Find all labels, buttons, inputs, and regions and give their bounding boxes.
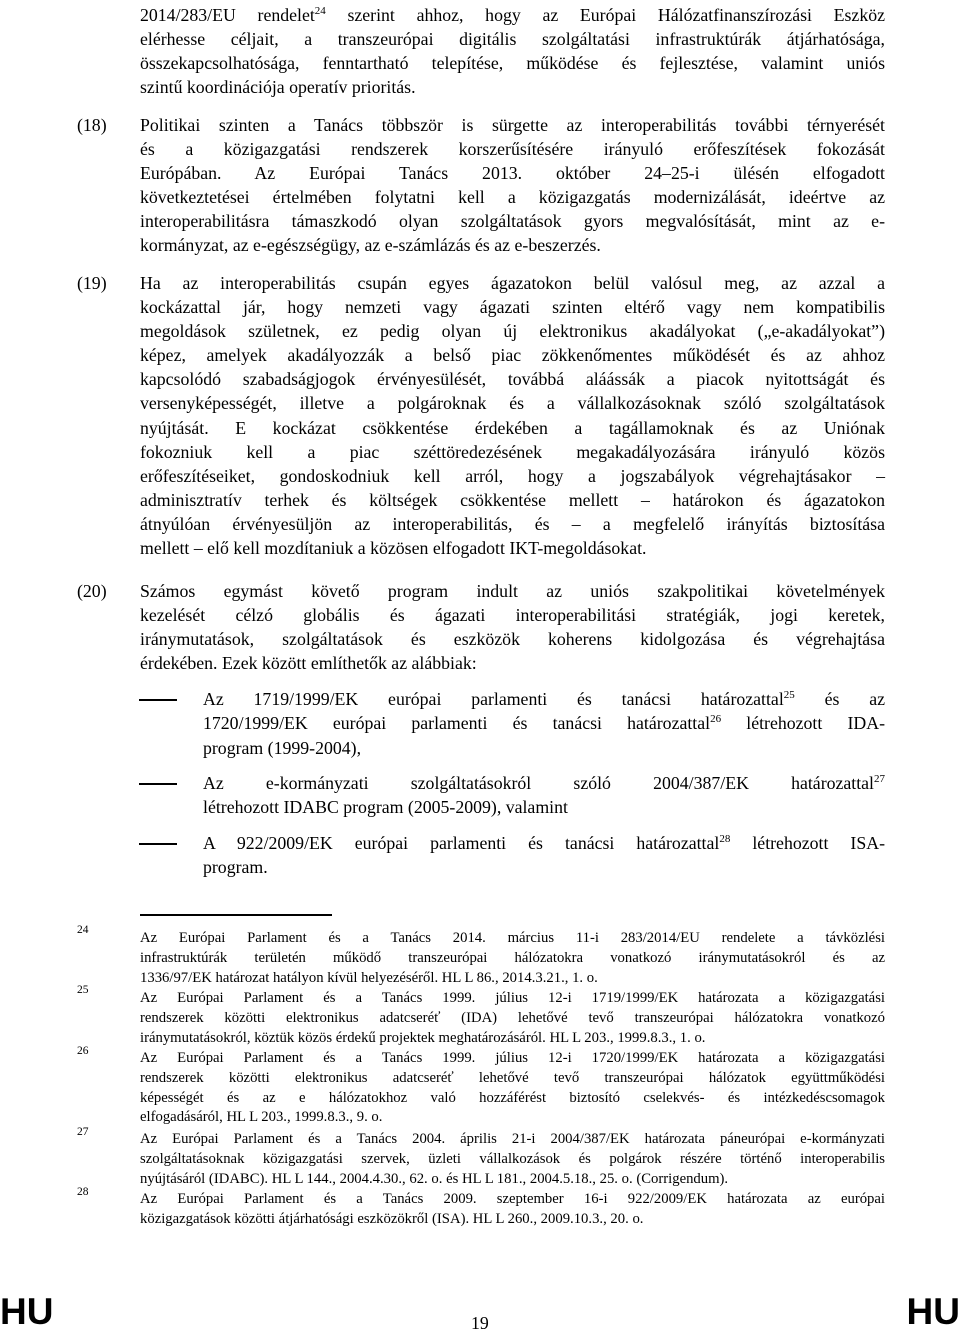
paragraph-line: Ha az interoperabilitás csupán egyes ágazatokon belül valósul meg, az azzal a bbox=[140, 273, 885, 293]
language-code-right: HU bbox=[906, 1291, 960, 1332]
paragraph-line: képez, amelyek akadályozzák a belső piac zökkenőmentes működését és az ahhoz bbox=[140, 345, 885, 366]
dash-bullet bbox=[139, 699, 177, 701]
paragraph-line: mellett – elő kell mozdítaniuk a közösen elfogadott IKT-megoldásokat. bbox=[140, 538, 647, 559]
paragraph-line: átnyúlóan érvényesüljön az interoperabilitás, és – a megfelelő irányítás biztosítása bbox=[140, 513, 885, 534]
footnote-line: infrastruktúrák területén működő transzeurópai hálózatokra vonatkozó iránymutatásokról és az bbox=[140, 949, 885, 966]
bullet-line: Az e-kormányzati szolgáltatásokról szóló 2004/387/EK határozattal$^{27}$ bbox=[203, 773, 885, 793]
footnote-number-25: 25 bbox=[77, 984, 89, 996]
language-code-left: HU bbox=[0, 1291, 54, 1332]
intro-line-1: 2014/283/EU rendelet$^{24}$ szerint ahhoz, hogy az Európai Hálózatfinanszírozási Eszköz bbox=[140, 5, 885, 25]
paragraph-number-20: (20) bbox=[77, 581, 107, 601]
footnote-ref-24[interactable]: 24 bbox=[314, 5, 326, 18]
footnote-line: nyújtásáról (IDABC). HL L 144., 2004.4.30., 62. o. és HL L 181., 2004.5.18., 25. o. (Corrigendum). bbox=[140, 1170, 729, 1187]
footnote-28 bbox=[140, 1190, 885, 1230]
paragraph-line: megoldások születnek, ez pedig olyan új elektronikus akadályokat („e-akadályokat”) bbox=[140, 321, 885, 342]
bullet-item-3 bbox=[203, 831, 885, 880]
footnote-25 bbox=[140, 989, 885, 1048]
paragraph-line: versenyképességét, illetve a polgároknak és a vállalkozásoknak szóló szolgáltatások bbox=[140, 393, 885, 414]
paragraph-number-18: (18) bbox=[77, 115, 107, 135]
intro-line-2: elérhesse céljait, a transzeurópai digitális szolgáltatási infrastruktúrák átjárhatósága, bbox=[140, 29, 885, 50]
paragraph-line: kormányzat, az e-egészségügy, az e-számlázás és az e-beszerzés. bbox=[140, 235, 601, 256]
paragraph-line: fokozniuk kell a piac széttöredezésének megakadályozására irányuló közös bbox=[140, 441, 885, 462]
paragraph-line: érdekében. Ezek között említhetők az alábbiak: bbox=[140, 653, 477, 674]
bullet-item-2 bbox=[203, 771, 885, 820]
paragraph-line: kockázattal jár, hogy nemzeti vagy ágazati szinten eltérő vagy nem kompatibilis bbox=[140, 297, 885, 318]
footnote-ref-28[interactable]: 28 bbox=[719, 833, 731, 846]
footnote-24 bbox=[140, 929, 885, 988]
page-number: 19 bbox=[471, 1313, 489, 1333]
footnote-line: Az Európai Parlament és a Tanács 2014. március 11-i 283/2014/EU rendelete a távközlési bbox=[140, 930, 885, 946]
paragraph-line: iránymutatások, szolgáltatások és eszközök koherens kidolgozása és végrehajtása bbox=[140, 629, 885, 650]
bullet-line: létrehozott IDABC program (2005-2009), valamint bbox=[203, 797, 568, 818]
footnote-line: iránymutatásokról, köztük közös érdekű projektek meghatározásáról. HL L 203., 1999.8.3., 1. o. bbox=[140, 1029, 706, 1046]
paragraph-line: interoperabilitásra támaszkodó olyan szolgáltatások gyors megvalósítását, mint az e- bbox=[140, 211, 885, 232]
paragraph-line: kezelését célzó globális és ágazati interoperabilitási stratégiák, jogi keretek, bbox=[140, 605, 885, 626]
footnote-line: Az Európai Parlament és a Tanács 1999. július 12-i 1720/1999/EK határozata a közigazgatási bbox=[140, 1050, 885, 1066]
dash-bullet bbox=[139, 783, 177, 785]
footnote-line: Az Európai Parlament és a Tanács 2004. április 21-i 2004/387/EK határozata páneurópai e-kormányzati bbox=[140, 1131, 885, 1147]
bullet-line: 1720/1999/EK európai parlamenti és tanácsi határozattal$^{26}$ létrehozott IDA- bbox=[203, 713, 885, 734]
bullet-line: Az 1719/1999/EK európai parlamenti és tanácsi határozattal$^{25}$ és az bbox=[203, 689, 885, 709]
footnote-line: szolgáltatásoknak közigazgatási szervek, üzleti vállalkozások és polgárok részére történő interoperabilis bbox=[140, 1150, 885, 1167]
paragraph-line: Politikai szinten a Tanács többször is sürgette az interoperabilitás további térnyerését bbox=[140, 115, 885, 135]
footnote-line: rendszerek közötti elektronikus adatcseréť lehetővé tevő transzeurópai hálózatok együttműködési bbox=[140, 1069, 885, 1086]
paragraph-18 bbox=[140, 113, 885, 258]
paragraph-line: adminisztratív terhek és költségek csökkentése mellett – határokon és ágazatokon bbox=[140, 489, 885, 510]
footnote-ref-26[interactable]: 26 bbox=[710, 713, 722, 726]
paragraph-number-19: (19) bbox=[77, 273, 107, 293]
intro-line-4: szintű koordinációja operatív prioritás. bbox=[140, 77, 416, 98]
paragraph-20 bbox=[140, 579, 885, 675]
intro-line-3: összekapcsolhatósága, fenntartható telepítése, működése és fejlesztése, valamint uniós bbox=[140, 53, 885, 74]
paragraph-line: következtetései értelmében folytatni kell a közigazgatás modernizálását, ideértve az bbox=[140, 187, 885, 208]
bullet-item-1 bbox=[203, 687, 885, 760]
bullet-line: A 922/2009/EK európai parlamenti és tanácsi határozattal$^{28}$ létrehozott ISA- bbox=[203, 833, 885, 853]
footnote-line: Az Európai Parlament és a Tanács 1999. július 12-i 1719/1999/EK határozata a közigazgatási bbox=[140, 990, 885, 1006]
footnote-26 bbox=[140, 1049, 885, 1128]
footnote-ref-25[interactable]: 25 bbox=[783, 689, 795, 702]
footnote-line: elfogadásáról, HL L 203., 1999.8.3., 9. o. bbox=[140, 1109, 383, 1126]
footnote-separator bbox=[140, 914, 332, 916]
bullet-line: program. bbox=[203, 857, 268, 878]
paragraph-line: nyújtását. E kockázat csökkentése érdekében a tagállamoknak és az Uniónak bbox=[140, 417, 885, 438]
intro-paragraph bbox=[140, 3, 885, 99]
footnote-line: Az Európai Parlament és a Tanács 2009. szeptember 16-i 922/2009/EK határozata az európai bbox=[140, 1191, 885, 1207]
footnote-line: képességét és az e hálózatokhoz való hozzáférést biztosító cselekvés- és intézkedéscsomagok bbox=[140, 1089, 885, 1106]
paragraph-19 bbox=[140, 271, 885, 560]
footnote-line: közigazgatások közötti átjárhatósági eszközökről (ISA). HL L 260., 2009.10.3., 20. o. bbox=[140, 1210, 644, 1227]
paragraph-line: erőfeszítéseiket, gondoskodniuk kell arról, hogy a jogszabályok végrehajtásakor – bbox=[140, 465, 885, 486]
paragraph-line: kapcsolódó szabadságjogok érvényesülését, továbbá aláássák a piacok nyitottságát és bbox=[140, 369, 885, 390]
footnote-line: rendszerek közötti elektronikus adatcseréť (IDA) lehetővé tevő transzeurópai hálózatokra vonatkozó bbox=[140, 1009, 885, 1026]
footnote-line: 1336/97/EK határozat hatályon kívül helyezéséről. HL L 86., 2014.3.21., 1. o. bbox=[140, 969, 598, 986]
footnote-number-26: 26 bbox=[77, 1045, 89, 1057]
paragraph-line: Számos egymást követő program indult az uniós szakpolitikai követelmények bbox=[140, 581, 885, 601]
footnote-number-24: 24 bbox=[77, 924, 89, 936]
bullet-line: program (1999-2004), bbox=[203, 737, 362, 758]
dash-bullet bbox=[139, 843, 177, 845]
paragraph-line: Európában. Az Európai Tanács 2013. október 24–25-i ülésén elfogadott bbox=[140, 163, 885, 184]
paragraph-line: és a közigazgatási rendszerek korszerűsítésére irányuló erőfeszítések fokozását bbox=[140, 139, 885, 160]
footnote-number-27: 27 bbox=[77, 1126, 89, 1138]
footnote-ref-27[interactable]: 27 bbox=[874, 773, 885, 786]
footnote-number-28: 28 bbox=[77, 1186, 89, 1198]
footnote-27 bbox=[140, 1130, 885, 1189]
